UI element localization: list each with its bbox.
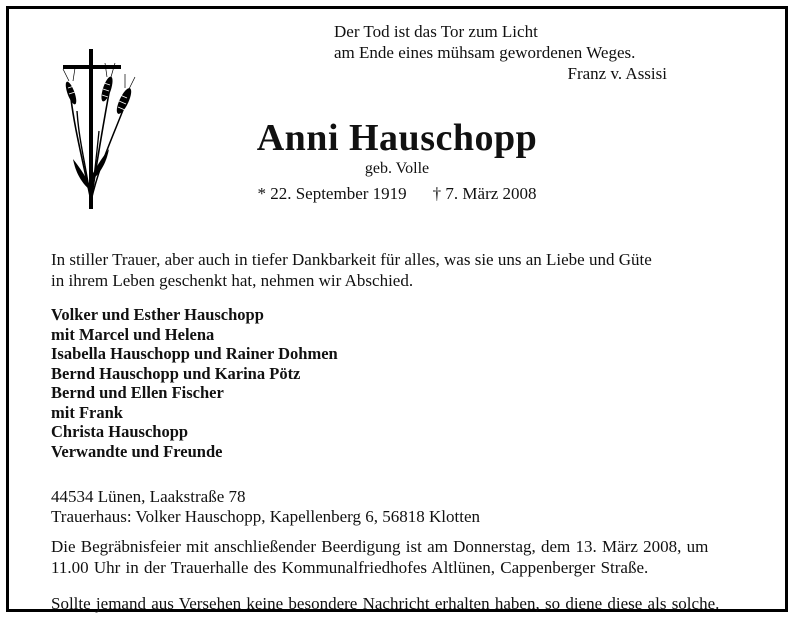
statement-line: In stiller Trauer, aber auch in tiefer Dankbarkeit für alles, was sie uns an Liebe und Güte [51, 250, 652, 269]
closing-note: Sollte jemand aus Versehen keine besondere Nachricht erhalten haben, so diene diese als solche. [51, 594, 720, 613]
mourning-statement [51, 249, 652, 291]
life-dates [9, 183, 785, 205]
address-line: 44534 Lünen, Laakstraße 78 [51, 487, 246, 506]
quote-author: Franz v. Assisi [567, 64, 667, 83]
funeral-line: 11.00 Uhr in der Trauerhalle des Kommunalfriedhofes Altlünen, Cappenberger Straße. [51, 558, 649, 577]
quote-line: am Ende eines mühsam gewordenen Weges. [334, 43, 636, 62]
mourner-line: Verwandte und Freunde [51, 441, 223, 461]
mourner-line: Bernd und Ellen Fischer [51, 383, 224, 402]
mourner-line: mit Frank [51, 402, 123, 422]
maiden-name: geb. Volle [364, 160, 430, 177]
mourner-line: mit Marcel und Helena [51, 324, 215, 344]
mourning-house-line: Trauerhaus: Volker Hauschopp, Kapellenberg 6, 56818 Klotten [51, 507, 481, 526]
funeral-line: Die Begräbnisfeier mit anschließender Beerdigung ist am Donnerstag, dem 13. März 2008, um [51, 537, 709, 556]
mourners-list [51, 305, 338, 461]
funeral-details [51, 536, 708, 578]
deceased-name: Anni Hauschopp [256, 117, 538, 159]
mourner-line: Bernd Hauschopp und Karina Pötz [51, 363, 301, 383]
mourner-line: Isabella Hauschopp und Rainer Dohmen [51, 344, 338, 363]
statement-line: in ihrem Leben geschenkt hat, nehmen wir Abschied. [51, 271, 414, 290]
mourner-line: Christa Hauschopp [51, 422, 189, 441]
obituary-notice [6, 6, 788, 612]
birth-date: * 22. September 1919 [257, 184, 407, 203]
mourner-line: Volker und Esther Hauschopp [51, 305, 264, 324]
quote [334, 21, 667, 84]
address-block [51, 487, 480, 527]
quote-line: Der Tod ist das Tor zum Licht [334, 22, 538, 41]
death-date: † 7. März 2008 [432, 184, 537, 203]
